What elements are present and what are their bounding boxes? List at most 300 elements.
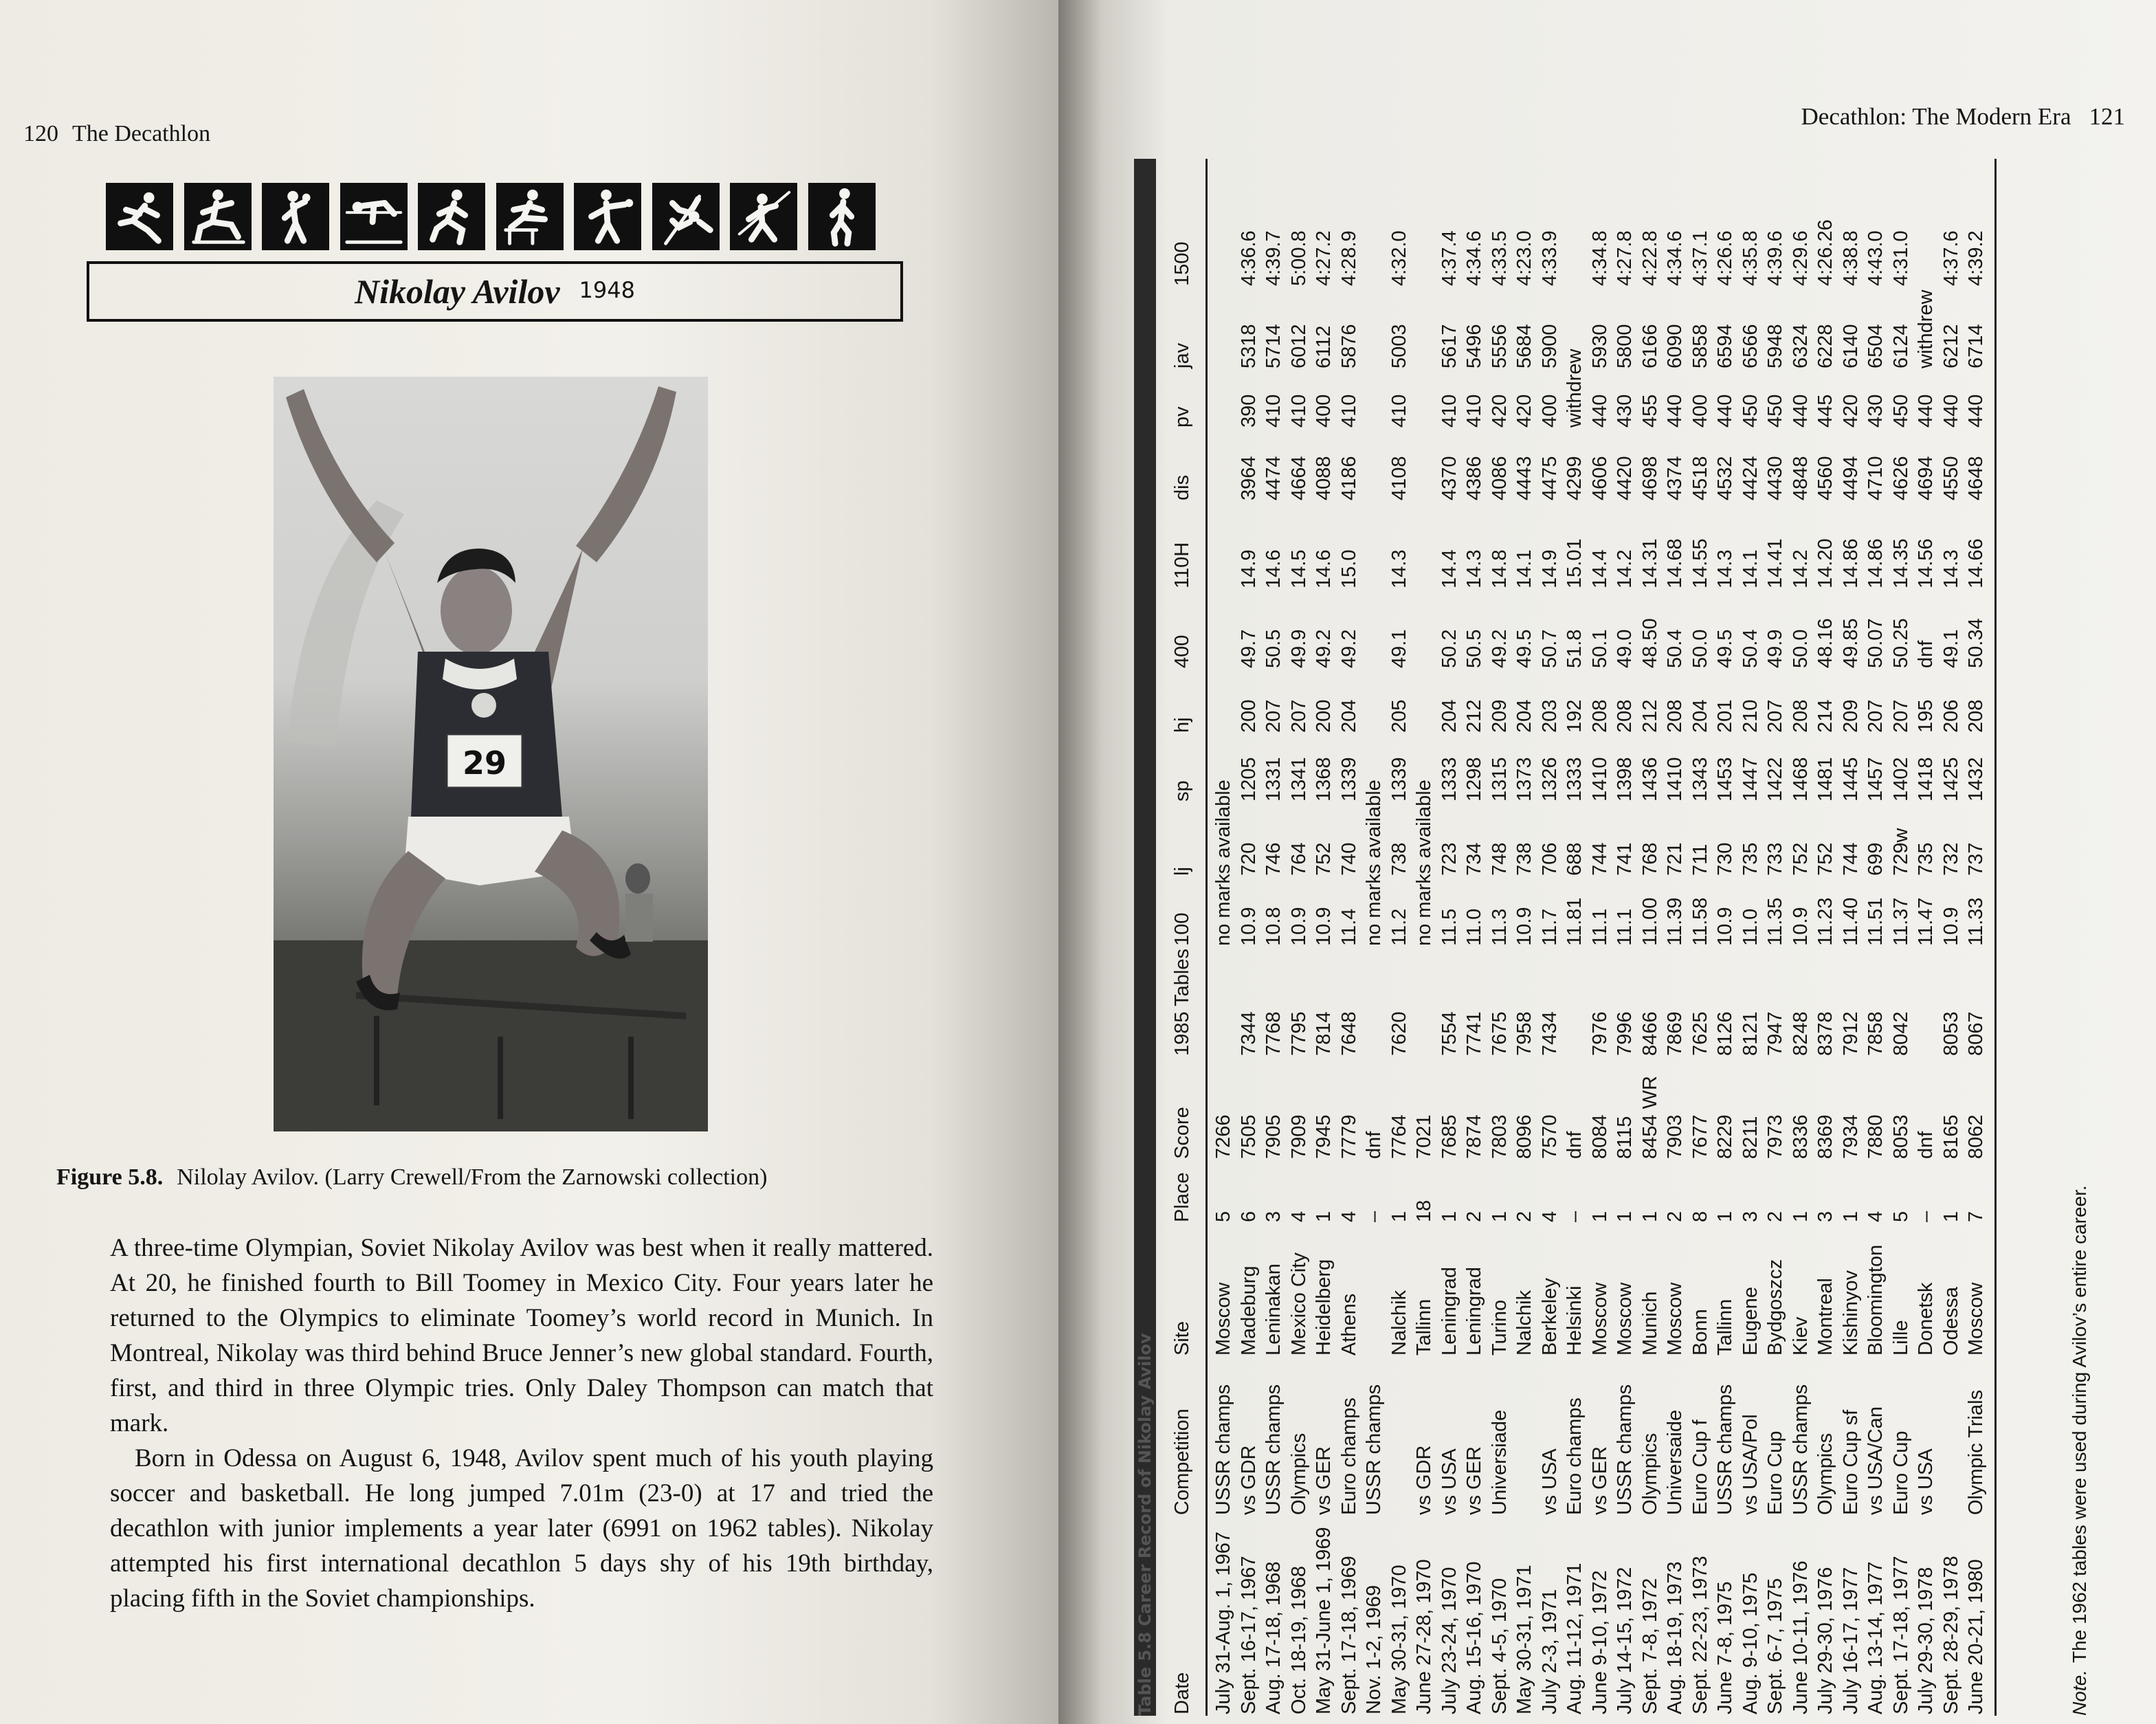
row-100: 11.37 <box>1889 897 1912 946</box>
row-sp: 1447 <box>1739 757 1762 802</box>
row-sp: 1410 <box>1664 757 1686 802</box>
row-400: 49.9 <box>1764 629 1786 668</box>
row-100: 10.9 <box>1237 907 1260 946</box>
figure-label: Figure 5.8. <box>56 1164 164 1190</box>
row-sp: 1425 <box>1940 757 1962 802</box>
row-place: 1 <box>1638 1211 1661 1222</box>
row-competition: Olympics <box>1287 1433 1310 1515</box>
row-1985-score: 8042 <box>1889 1011 1912 1056</box>
row-110h: 14.86 <box>1839 538 1862 588</box>
row-competition: Euro Cup f <box>1689 1419 1711 1515</box>
row-note: no marks available <box>1363 780 1385 946</box>
row-hj: 207 <box>1287 699 1310 733</box>
row-pv: 440 <box>1588 394 1611 428</box>
table-row <box>1311 159 1337 1716</box>
row-hj: 209 <box>1839 699 1862 733</box>
row-100: 10.9 <box>1789 907 1812 946</box>
row-score: 8211 <box>1739 1116 1762 1159</box>
row-1500: 4:39.2 <box>1965 230 1987 286</box>
row-pv: 440 <box>1940 394 1962 428</box>
table-note <box>2069 1185 2091 1716</box>
row-1985-score: 8067 <box>1965 1011 1987 1056</box>
row-110h: 14.9 <box>1538 549 1561 588</box>
row-competition: Euro champs <box>1337 1397 1360 1515</box>
row-dis: 4086 <box>1488 456 1511 500</box>
row-dis: 4560 <box>1814 456 1836 500</box>
row-100: 11.35 <box>1764 897 1786 946</box>
row-hj: 200 <box>1237 699 1260 733</box>
header-pv: pv <box>1171 406 1193 428</box>
row-lj: 741 <box>1614 842 1636 876</box>
row-sp: 1333 <box>1438 757 1460 802</box>
row-score: 7874 <box>1463 1114 1485 1159</box>
row-1985-score: 8126 <box>1714 1011 1736 1056</box>
header-100: 100 <box>1171 912 1193 946</box>
row-400: 50.5 <box>1463 629 1485 668</box>
row-jav: 6228 <box>1814 324 1836 368</box>
row-score: 7803 <box>1488 1114 1511 1159</box>
row-1985-score: 7768 <box>1263 1011 1285 1056</box>
row-110h: 14.3 <box>1463 549 1485 588</box>
header-dis: dis <box>1171 474 1193 500</box>
row-110h: 14.86 <box>1865 538 1887 588</box>
row-sp: 1457 <box>1865 757 1887 802</box>
row-site: Montreal <box>1814 1278 1836 1356</box>
row-1985-score: 7869 <box>1664 1011 1686 1056</box>
row-lj: 768 <box>1638 842 1661 876</box>
row-hj: 208 <box>1965 699 1987 733</box>
row-400: 49.85 <box>1839 618 1862 668</box>
row-lj: 752 <box>1814 842 1836 876</box>
row-jav: 5318 <box>1237 324 1260 368</box>
row-1985-score: 7958 <box>1513 1011 1535 1056</box>
row-sp: 1422 <box>1764 757 1786 802</box>
row-400: 50.0 <box>1789 629 1812 668</box>
row-dis: 4299 <box>1564 456 1586 500</box>
row-lj: 730 <box>1714 842 1736 876</box>
row-site: Lille <box>1889 1320 1912 1356</box>
row-note: no marks available <box>1413 780 1435 946</box>
row-lj: 738 <box>1388 842 1410 876</box>
row-hj: 212 <box>1463 699 1485 733</box>
header-date: Date <box>1171 1672 1193 1714</box>
row-place: 3 <box>1263 1211 1285 1222</box>
row-pv: 440 <box>1965 394 1987 428</box>
row-score: 8084 <box>1588 1114 1611 1159</box>
hurdles-icon <box>496 183 564 250</box>
row-sp: 1468 <box>1789 757 1812 802</box>
row-110h: 14.1 <box>1739 549 1762 588</box>
table-row <box>1462 159 1487 1716</box>
row-sp: 1436 <box>1638 757 1661 802</box>
row-100: 11.2 <box>1388 908 1410 946</box>
row-hj: 192 <box>1564 699 1586 733</box>
row-date: Aug. 13-14, 1977 <box>1865 1561 1887 1714</box>
row-place: 4 <box>1538 1211 1561 1222</box>
row-site: Nalchik <box>1513 1290 1535 1356</box>
athlete-photo <box>274 377 708 1131</box>
row-pv: 455 <box>1638 394 1661 428</box>
row-competition: Olympics <box>1814 1433 1836 1515</box>
run-1500m-icon <box>808 183 876 250</box>
table-row <box>1537 159 1563 1716</box>
row-competition: vs USA <box>1915 1448 1937 1515</box>
row-date: June 9-10, 1972 <box>1588 1570 1611 1714</box>
row-jav: 5800 <box>1614 324 1636 368</box>
row-400: 50.4 <box>1739 629 1762 668</box>
row-date: July 14-15, 1972 <box>1614 1567 1636 1714</box>
paragraph-1: A three-time Olympian, Soviet Nikolay Avilov was best when it really mattered. At 20, he finished fourth to Bill Toomey in Mexico City. Four years later he returned to the Olympics to eliminate Toomey’s world record in Munich. In Montreal, Nikolay was third behind Bruce Jenner’s new global standard. Fourth, first, and third in three Olympic tries. Only Daley Thompson can match that mark. <box>110 1234 933 1437</box>
row-hj: 201 <box>1714 699 1736 733</box>
row-site: Bloomington <box>1865 1244 1887 1356</box>
row-1500: 4:43.0 <box>1865 230 1887 286</box>
row-place: 3 <box>1739 1211 1762 1222</box>
row-110h: 14.4 <box>1438 549 1460 588</box>
row-jav: 5556 <box>1488 324 1511 368</box>
table-row <box>1688 159 1713 1716</box>
row-place: 1 <box>1488 1211 1511 1222</box>
row-1500: 4:34.6 <box>1664 230 1686 286</box>
row-110h: 14.5 <box>1287 549 1310 588</box>
row-sp: 1481 <box>1814 757 1836 802</box>
row-1985-score: 7344 <box>1237 1011 1260 1056</box>
row-100: 11.51 <box>1865 897 1887 946</box>
row-lj: 738 <box>1513 842 1535 876</box>
row-date: July 16-17, 1977 <box>1839 1567 1862 1714</box>
row-1500: 5:00.8 <box>1287 230 1310 286</box>
row-lj: 746 <box>1263 842 1285 876</box>
row-place: 1 <box>1789 1211 1812 1222</box>
row-1500: 4:28.9 <box>1337 230 1360 286</box>
discus-icon <box>574 183 641 250</box>
row-1500: 4:27.2 <box>1313 230 1335 286</box>
row-1500: 4:26.26 <box>1814 219 1836 286</box>
row-jav: 6166 <box>1638 324 1661 368</box>
row-1500: 4:38.8 <box>1839 230 1862 286</box>
row-site: Kishinyov <box>1839 1270 1862 1356</box>
row-place: 1 <box>1714 1211 1736 1222</box>
row-jav: 6714 <box>1965 324 1987 368</box>
row-1500: 4:36.6 <box>1237 230 1260 286</box>
header-competition: Competition <box>1171 1408 1193 1515</box>
row-dis: 4606 <box>1588 456 1611 500</box>
row-1985-score: 7795 <box>1287 1011 1310 1056</box>
row-1985-score: 8053 <box>1940 1011 1962 1056</box>
row-competition: vs GER <box>1313 1446 1335 1515</box>
row-110h: 14.31 <box>1638 538 1661 588</box>
row-100: 11.1 <box>1614 908 1636 946</box>
row-pv: 430 <box>1614 394 1636 428</box>
row-dis: 4550 <box>1940 456 1962 500</box>
row-score: 8062 <box>1965 1114 1987 1159</box>
pole-vault-icon <box>652 183 720 250</box>
row-competition: USSR champs <box>1714 1384 1736 1515</box>
row-jav: 6112 <box>1313 325 1335 368</box>
row-lj: 688 <box>1564 842 1586 876</box>
row-place: – <box>1915 1211 1937 1222</box>
row-site: Mexico City <box>1287 1252 1310 1356</box>
row-date: June 27-28, 1970 <box>1413 1559 1435 1714</box>
row-pv: 420 <box>1839 394 1862 428</box>
row-pv: 450 <box>1889 394 1912 428</box>
row-jav: 5496 <box>1463 324 1485 368</box>
row-score: 7570 <box>1538 1114 1561 1159</box>
row-pv: 445 <box>1814 394 1836 428</box>
row-400: 50.34 <box>1965 618 1987 668</box>
row-competition: vs USA/Can <box>1865 1406 1887 1515</box>
row-score: 7905 <box>1263 1114 1285 1159</box>
row-hj: 212 <box>1638 699 1661 733</box>
row-competition: Olympics <box>1638 1433 1661 1515</box>
row-sp: 1368 <box>1313 757 1335 802</box>
row-competition: USSR champs <box>1789 1384 1812 1515</box>
row-100: 10.9 <box>1714 907 1736 946</box>
row-1985-score: 7912 <box>1839 1011 1862 1056</box>
row-sp: 1326 <box>1538 757 1561 802</box>
career-record-table <box>1134 159 2104 1716</box>
row-pv: 410 <box>1463 394 1485 428</box>
row-site: Donetsk <box>1915 1282 1937 1356</box>
header-score: Score <box>1171 1107 1193 1159</box>
row-sp: 1333 <box>1564 757 1586 802</box>
row-hj: 204 <box>1438 699 1460 733</box>
row-400: 49.2 <box>1488 629 1511 668</box>
row-400: dnf <box>1915 640 1937 668</box>
row-score: 8165 <box>1940 1114 1962 1159</box>
row-dis: 4088 <box>1313 456 1335 500</box>
row-site: Tallinn <box>1714 1298 1736 1356</box>
row-400: 50.25 <box>1889 618 1912 668</box>
row-jav: 5930 <box>1588 324 1611 368</box>
row-400: 50.07 <box>1865 618 1887 668</box>
row-pv: withdrew <box>1564 349 1586 428</box>
row-competition: USSR champs <box>1212 1384 1234 1515</box>
row-hj: 195 <box>1915 699 1937 733</box>
row-score: 7909 <box>1287 1114 1310 1159</box>
row-dis: 4186 <box>1337 456 1360 500</box>
row-1985-score: 8121 <box>1739 1011 1762 1056</box>
row-score: 7945 <box>1313 1114 1335 1159</box>
table-row <box>1788 159 1814 1716</box>
row-1985-score: 7976 <box>1588 1011 1611 1056</box>
row-100: 11.5 <box>1438 908 1460 946</box>
table-row <box>1588 159 1613 1716</box>
row-1985-score: 7625 <box>1689 1011 1711 1056</box>
row-dis: 4374 <box>1664 456 1686 500</box>
row-place: 1 <box>1438 1211 1460 1222</box>
row-place: 2 <box>1664 1211 1686 1222</box>
table-row <box>1211 159 1236 1716</box>
row-pv: 450 <box>1764 394 1786 428</box>
table-row <box>1863 159 1889 1716</box>
high-jump-icon <box>340 183 408 250</box>
row-sp: 1402 <box>1889 757 1912 802</box>
row-100: 10.9 <box>1940 907 1962 946</box>
row-score: 8053 <box>1889 1114 1912 1159</box>
row-competition: vs GER <box>1463 1446 1485 1515</box>
row-competition: Euro champs <box>1564 1397 1586 1515</box>
row-jav: 5858 <box>1689 324 1711 368</box>
sprint-100m-icon <box>106 183 173 250</box>
row-lj: 729w <box>1889 828 1912 876</box>
row-jav: 6566 <box>1739 324 1762 368</box>
row-100: 11.40 <box>1839 897 1862 946</box>
row-sp: 1339 <box>1388 757 1410 802</box>
row-sp: 1410 <box>1588 757 1611 802</box>
table-row <box>1412 159 1437 1716</box>
row-400: 49.5 <box>1513 629 1535 668</box>
row-date: Sept. 28-29, 1978 <box>1940 1556 1962 1714</box>
table-row <box>1562 159 1588 1716</box>
row-sp: 1432 <box>1965 757 1987 802</box>
row-pv: 400 <box>1538 394 1561 428</box>
left-running-head <box>23 121 210 147</box>
table-row <box>1387 159 1412 1716</box>
row-400: 49.1 <box>1388 629 1410 668</box>
row-dis: 4386 <box>1463 456 1485 500</box>
row-site: Bydgoszcz <box>1764 1259 1786 1356</box>
row-400: 49.2 <box>1313 629 1335 668</box>
row-1500: 4:33.9 <box>1538 230 1561 286</box>
row-score: dnf <box>1564 1131 1586 1159</box>
left-page-number: 120 <box>23 121 58 146</box>
right-running-head <box>1801 103 2125 131</box>
row-sp: 1315 <box>1488 757 1511 802</box>
row-score: 8336 <box>1789 1114 1812 1159</box>
row-hj: 207 <box>1865 699 1887 733</box>
row-jav: 5900 <box>1538 324 1561 368</box>
row-score: 7685 <box>1438 1114 1460 1159</box>
row-site: Moscow <box>1212 1282 1234 1356</box>
row-lj: 723 <box>1438 842 1460 876</box>
table-row <box>1939 159 1964 1716</box>
row-lj: 735 <box>1739 842 1762 876</box>
row-100: 11.7 <box>1538 908 1561 946</box>
row-pv: 450 <box>1739 394 1762 428</box>
row-date: Aug. 18-19, 1973 <box>1664 1561 1686 1714</box>
row-date: Oct. 18-19, 1968 <box>1287 1565 1310 1714</box>
table-row <box>1437 159 1463 1716</box>
row-pv: 440 <box>1714 394 1736 428</box>
row-100: 10.9 <box>1313 907 1335 946</box>
row-competition: Euro Cup <box>1889 1430 1912 1515</box>
row-site: Turino <box>1488 1299 1511 1356</box>
row-lj: 744 <box>1588 842 1611 876</box>
row-date: Aug. 9-10, 1975 <box>1739 1572 1762 1714</box>
table-row <box>1612 159 1638 1716</box>
row-dis: 4494 <box>1839 456 1862 500</box>
row-date: Sept. 17-18, 1969 <box>1337 1556 1360 1714</box>
row-place: 1 <box>1388 1211 1410 1222</box>
row-sp: 1341 <box>1287 757 1310 802</box>
row-competition: Euro Cup sf <box>1839 1409 1862 1515</box>
row-110h: 14.1 <box>1513 549 1535 588</box>
row-score: 7934 <box>1839 1114 1862 1159</box>
row-400: 50.0 <box>1689 629 1711 668</box>
row-jav: 5876 <box>1337 324 1360 368</box>
row-score: 7505 <box>1237 1114 1260 1159</box>
row-jav: 6212 <box>1940 324 1962 368</box>
row-date: Nov. 1-2, 1969 <box>1363 1584 1385 1714</box>
row-110h: 14.4 <box>1588 549 1611 588</box>
row-1500: 4:34.6 <box>1463 230 1485 286</box>
row-1500: 4:32.0 <box>1388 230 1410 286</box>
row-place: 2 <box>1764 1211 1786 1222</box>
table-row <box>1663 159 1688 1716</box>
row-dis: 4475 <box>1538 456 1561 500</box>
row-sp: 1331 <box>1263 757 1285 802</box>
row-sp: 1398 <box>1614 757 1636 802</box>
right-page-number: 121 <box>2089 103 2125 130</box>
row-pv: 420 <box>1488 394 1511 428</box>
row-dis: 4443 <box>1513 456 1535 500</box>
row-100: 11.1 <box>1588 908 1611 946</box>
row-400: 50.2 <box>1438 629 1460 668</box>
row-100: 11.47 <box>1915 897 1937 946</box>
row-date: July 2-3, 1971 <box>1538 1589 1561 1714</box>
row-lj: 764 <box>1287 842 1310 876</box>
handwritten-year: 1948 <box>579 277 635 303</box>
row-hj: 214 <box>1814 699 1836 733</box>
row-place: 5 <box>1889 1211 1912 1222</box>
row-110h: 14.68 <box>1664 538 1686 588</box>
row-pv: 400 <box>1313 394 1335 428</box>
table-title: Table 5.8 Career Record of Nikolay Avilov <box>1134 159 1156 1716</box>
row-100: 11.3 <box>1488 908 1511 946</box>
table-row <box>1813 159 1838 1716</box>
row-hj: 208 <box>1789 699 1812 733</box>
row-lj: 748 <box>1488 842 1511 876</box>
row-lj: 734 <box>1463 842 1485 876</box>
row-1500: 4:26.6 <box>1714 230 1736 286</box>
row-hj: 207 <box>1263 699 1285 733</box>
row-site: Leningrad <box>1438 1267 1460 1356</box>
row-score: 7677 <box>1689 1114 1711 1159</box>
row-place: 1 <box>1313 1211 1335 1222</box>
note-text: The 1962 tables were used during Avilov’s entire career. <box>2069 1185 2090 1664</box>
row-1985-score: 7675 <box>1488 1011 1511 1056</box>
row-site: Leningrad <box>1463 1267 1485 1356</box>
row-1500: 4:37.4 <box>1438 230 1460 286</box>
table-row <box>1487 159 1513 1716</box>
left-running-title: The Decathlon <box>72 121 211 146</box>
row-pv: 410 <box>1388 394 1410 428</box>
row-jav: 5948 <box>1764 324 1786 368</box>
row-1985-score: 7648 <box>1337 1011 1360 1056</box>
footer-rule <box>1994 159 1997 1716</box>
row-hj: 200 <box>1313 699 1335 733</box>
row-pv: 440 <box>1789 394 1812 428</box>
row-dis: 4664 <box>1287 456 1310 500</box>
row-site: Berkeley <box>1538 1278 1561 1356</box>
row-dis: 4424 <box>1739 456 1762 500</box>
row-site: Moscow <box>1965 1282 1987 1356</box>
shot-put-icon <box>262 183 329 250</box>
row-pv: 410 <box>1263 394 1285 428</box>
row-competition: vs USA/Pol <box>1739 1414 1762 1515</box>
row-sp: 1343 <box>1689 757 1711 802</box>
row-site: Heidelberg <box>1313 1259 1335 1356</box>
row-pv: 410 <box>1438 394 1460 428</box>
row-competition: USSR champs <box>1263 1384 1285 1515</box>
row-place: 7 <box>1965 1211 1987 1222</box>
table-row <box>1763 159 1788 1716</box>
figure-caption-text: Nilolay Avilov. (Larry Crewell/From the Zarnowski collection) <box>177 1164 768 1190</box>
javelin-icon <box>730 183 797 250</box>
header-lj: lj <box>1171 867 1193 876</box>
row-place: – <box>1564 1211 1586 1222</box>
row-hj: 207 <box>1889 699 1912 733</box>
